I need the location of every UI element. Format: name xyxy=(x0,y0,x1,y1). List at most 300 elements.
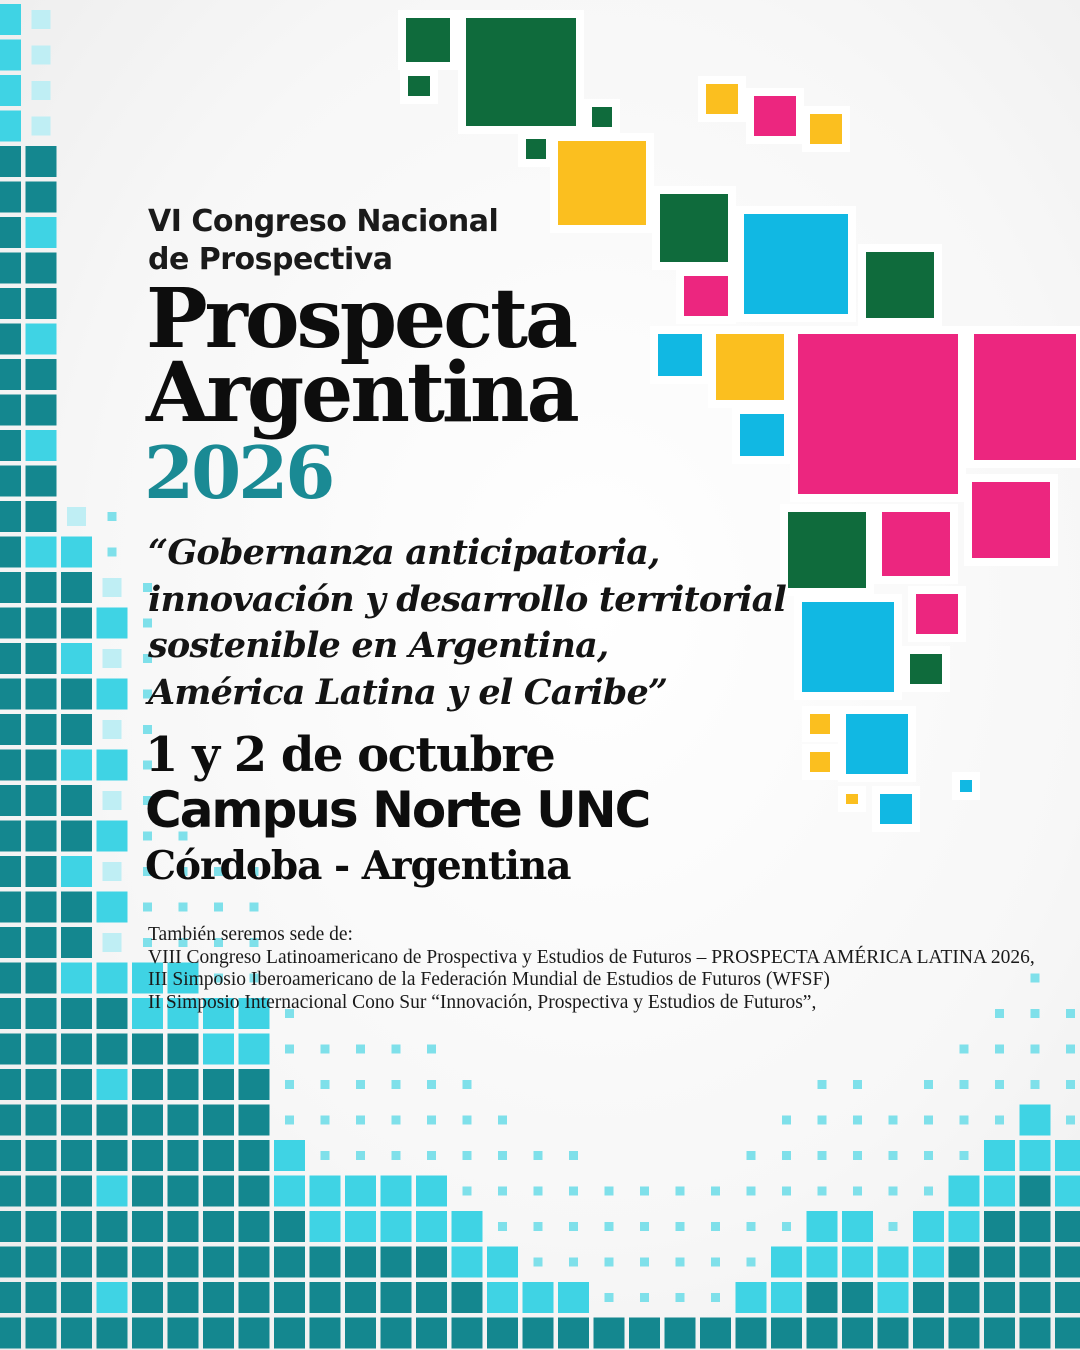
mosaic-tile xyxy=(1020,1211,1051,1242)
mosaic-dot xyxy=(889,1151,898,1160)
map-block xyxy=(404,72,434,100)
mosaic-tile xyxy=(0,217,21,248)
mosaic-dot xyxy=(392,1116,401,1125)
mosaic-tile xyxy=(984,1247,1015,1278)
mosaic-tile xyxy=(274,1282,305,1313)
mosaic-tile xyxy=(132,1318,163,1349)
mosaic-tile xyxy=(842,1282,873,1313)
mosaic-tile xyxy=(700,1318,731,1349)
mosaic-tile xyxy=(61,643,92,674)
mosaic-tile xyxy=(0,537,21,568)
mosaic-tile xyxy=(274,1211,305,1242)
mosaic-tile xyxy=(97,750,128,781)
theme-line: América Latina y el Caribe” xyxy=(148,671,668,713)
mosaic-dot xyxy=(782,1151,791,1160)
mosaic-tile xyxy=(26,182,57,213)
event-year: 2026 xyxy=(144,430,333,515)
mosaic-tile xyxy=(26,1069,57,1100)
map-block xyxy=(956,776,976,796)
mosaic-tile xyxy=(26,1034,57,1065)
mosaic-tile xyxy=(239,1176,270,1207)
mosaic-tile xyxy=(61,1176,92,1207)
mosaic-tile xyxy=(984,1176,1015,1207)
mosaic-dot xyxy=(569,1222,578,1231)
mosaic-tile xyxy=(416,1247,447,1278)
mosaic-dot xyxy=(676,1187,685,1196)
mosaic-tile xyxy=(878,1282,909,1313)
also-hosting-item: III Simposio Iberoamericano de la Federación Mundial de Estudios de Futuros (WFSF) xyxy=(148,969,830,990)
mosaic-tile xyxy=(0,466,21,497)
mosaic-tile xyxy=(26,785,57,816)
mosaic-dot xyxy=(1031,1045,1040,1054)
mosaic-dot xyxy=(392,1045,401,1054)
mosaic-tile xyxy=(0,1176,21,1207)
mosaic-tile xyxy=(807,1247,838,1278)
mosaic-dot xyxy=(1031,1080,1040,1089)
mosaic-tile xyxy=(0,288,21,319)
mosaic-dot xyxy=(960,1151,969,1160)
mosaic-dot xyxy=(640,1258,649,1267)
mosaic-dot xyxy=(427,1116,436,1125)
event-date: 1 y 2 de octubre xyxy=(145,727,555,783)
mosaic-tile xyxy=(1020,1140,1051,1171)
mosaic-dot xyxy=(463,1116,472,1125)
mosaic-tile xyxy=(32,117,51,136)
mosaic-dot xyxy=(853,1151,862,1160)
mosaic-tile xyxy=(61,1318,92,1349)
mosaic-tile xyxy=(203,1034,234,1065)
mosaic-dot xyxy=(605,1222,614,1231)
mosaic-tile xyxy=(878,1318,909,1349)
mosaic-dot xyxy=(143,903,152,912)
mosaic-tile xyxy=(0,1140,21,1171)
mosaic-tile xyxy=(26,821,57,852)
mosaic-tile xyxy=(0,608,21,639)
mosaic-tile xyxy=(0,395,21,426)
mosaic-tile xyxy=(26,643,57,674)
mosaic-dot xyxy=(853,1080,862,1089)
theme-line: innovación y desarrollo territorial xyxy=(148,578,786,620)
mosaic-tile xyxy=(0,501,21,532)
mosaic-tile xyxy=(26,998,57,1029)
mosaic-tile xyxy=(168,1282,199,1313)
mosaic-tile xyxy=(0,253,21,284)
also-hosting-item: VIII Congreso Latinoamericano de Prospectiva y Estudios de Futuros – PROSPECTA AMÉRICA LATINA 2026, xyxy=(148,946,1035,968)
mosaic-tile xyxy=(32,81,51,100)
mosaic-tile xyxy=(61,1247,92,1278)
mosaic-tile xyxy=(310,1176,341,1207)
mosaic-tile xyxy=(26,1318,57,1349)
mosaic-dot xyxy=(960,1080,969,1089)
mosaic-tile xyxy=(381,1282,412,1313)
mosaic-tile xyxy=(26,253,57,284)
mosaic-tile xyxy=(203,1247,234,1278)
mosaic-tile xyxy=(558,1282,589,1313)
map-block xyxy=(402,14,454,66)
mosaic-tile xyxy=(26,714,57,745)
mosaic-tile xyxy=(0,821,21,852)
mosaic-tile xyxy=(0,998,21,1029)
mosaic-dot xyxy=(321,1151,330,1160)
mosaic-tile xyxy=(913,1211,944,1242)
mosaic-dot xyxy=(569,1187,578,1196)
mosaic-tile xyxy=(1055,1211,1080,1242)
mosaic-tile xyxy=(0,750,21,781)
mosaic-tile xyxy=(807,1211,838,1242)
mosaic-dot xyxy=(498,1187,507,1196)
mosaic-tile xyxy=(132,1069,163,1100)
mosaic-tile xyxy=(61,537,92,568)
mosaic-tile xyxy=(807,1318,838,1349)
mosaic-tile xyxy=(61,927,92,958)
mosaic-tile xyxy=(913,1247,944,1278)
mosaic-tile xyxy=(239,1069,270,1100)
mosaic-tile xyxy=(26,750,57,781)
event-venue: Campus Norte UNC xyxy=(145,781,650,839)
mosaic-dot xyxy=(285,1045,294,1054)
mosaic-tile xyxy=(345,1176,376,1207)
map-block xyxy=(784,508,870,592)
also-hosting-item: II Simposio Internacional Cono Sur “Innovación, Prospectiva y Estudios de Futuros”, xyxy=(148,991,817,1013)
mosaic-dot xyxy=(356,1151,365,1160)
mosaic-tile xyxy=(203,1069,234,1100)
mosaic-dot xyxy=(392,1080,401,1089)
mosaic-tile xyxy=(32,46,51,65)
mosaic-dot xyxy=(676,1222,685,1231)
mosaic-dot xyxy=(960,1116,969,1125)
also-hosting-heading: También seremos sede de: xyxy=(148,924,353,945)
map-block xyxy=(656,190,732,266)
mosaic-tile xyxy=(0,963,21,994)
mosaic-tile xyxy=(26,856,57,887)
map-block xyxy=(462,14,580,130)
map-block xyxy=(842,710,912,778)
mosaic-tile xyxy=(0,75,21,106)
mosaic-tile xyxy=(771,1247,802,1278)
mosaic-dot xyxy=(285,1080,294,1089)
mosaic-tile xyxy=(381,1318,412,1349)
mosaic-tile xyxy=(61,892,92,923)
mosaic-dot xyxy=(924,1187,933,1196)
mosaic-tile xyxy=(132,1247,163,1278)
mosaic-tile xyxy=(0,572,21,603)
mosaic-tile xyxy=(1055,1318,1080,1349)
mosaic-tile xyxy=(310,1282,341,1313)
mosaic-tile xyxy=(949,1211,980,1242)
mosaic-dot xyxy=(782,1222,791,1231)
mosaic-dot xyxy=(960,1045,969,1054)
mosaic-tile xyxy=(487,1282,518,1313)
mosaic-tile xyxy=(61,608,92,639)
mosaic-tile xyxy=(239,1247,270,1278)
mosaic-tile xyxy=(345,1318,376,1349)
mosaic-dot xyxy=(747,1258,756,1267)
mosaic-dot xyxy=(995,1045,1004,1054)
mosaic-tile xyxy=(61,785,92,816)
mosaic-tile xyxy=(132,1105,163,1136)
mosaic-tile xyxy=(132,1034,163,1065)
mosaic-tile xyxy=(594,1318,625,1349)
mosaic-dot xyxy=(321,1080,330,1089)
mosaic-dot xyxy=(569,1258,578,1267)
mosaic-tile xyxy=(97,1140,128,1171)
mosaic-tile xyxy=(523,1318,554,1349)
mosaic-tile xyxy=(949,1282,980,1313)
mosaic-dot xyxy=(995,1080,1004,1089)
mosaic-tile xyxy=(97,998,128,1029)
mosaic-tile xyxy=(949,1247,980,1278)
mosaic-tile xyxy=(0,892,21,923)
title-line: Prospecta xyxy=(146,271,576,367)
theme-line: sostenible en Argentina, xyxy=(148,625,609,666)
mosaic-tile xyxy=(26,1211,57,1242)
map-block xyxy=(806,748,834,776)
mosaic-tile xyxy=(97,1318,128,1349)
mosaic-dot xyxy=(605,1293,614,1302)
map-block xyxy=(712,330,788,404)
mosaic-tile xyxy=(984,1318,1015,1349)
mosaic-tile xyxy=(1020,1105,1051,1136)
mosaic-tile xyxy=(274,1318,305,1349)
mosaic-tile xyxy=(842,1247,873,1278)
mosaic-tile xyxy=(61,998,92,1029)
mosaic-tile xyxy=(949,1176,980,1207)
mosaic-tile xyxy=(0,40,21,71)
mosaic-dot xyxy=(640,1293,649,1302)
mosaic-tile xyxy=(203,1176,234,1207)
mosaic-dot xyxy=(356,1116,365,1125)
mosaic-tile xyxy=(416,1211,447,1242)
mosaic-tile xyxy=(26,963,57,994)
mosaic-dot xyxy=(782,1187,791,1196)
mosaic-tile xyxy=(26,324,57,355)
map-block xyxy=(906,650,946,688)
mosaic-tile xyxy=(274,1176,305,1207)
mosaic-dot xyxy=(924,1116,933,1125)
mosaic-tile xyxy=(203,1318,234,1349)
mosaic-tile xyxy=(26,217,57,248)
event-city: Córdoba - Argentina xyxy=(145,843,571,889)
mosaic-tile xyxy=(665,1318,696,1349)
mosaic-tile xyxy=(913,1282,944,1313)
mosaic-dot xyxy=(534,1258,543,1267)
mosaic-dot xyxy=(1066,1009,1075,1018)
mosaic-tile xyxy=(97,821,128,852)
mosaic-tile xyxy=(310,1211,341,1242)
title-line: Argentina xyxy=(146,345,577,441)
mosaic-tile xyxy=(345,1282,376,1313)
mosaic-tile xyxy=(61,714,92,745)
map-block xyxy=(794,330,962,498)
mosaic-tile xyxy=(103,578,122,597)
mosaic-tile xyxy=(452,1247,483,1278)
mosaic-tile xyxy=(103,720,122,739)
mosaic-tile xyxy=(168,1034,199,1065)
map-block xyxy=(654,330,706,380)
mosaic-tile xyxy=(61,750,92,781)
mosaic-tile xyxy=(61,1105,92,1136)
mosaic-tile xyxy=(97,1282,128,1313)
mosaic-tile xyxy=(26,892,57,923)
mosaic-tile xyxy=(345,1247,376,1278)
mosaic-tile xyxy=(132,1211,163,1242)
mosaic-tile xyxy=(97,1247,128,1278)
mosaic-tile xyxy=(274,1247,305,1278)
map-block xyxy=(702,80,742,118)
mosaic-dot xyxy=(782,1116,791,1125)
mosaic-tile xyxy=(0,4,21,35)
mosaic-tile xyxy=(168,1069,199,1100)
mosaic-tile xyxy=(97,1105,128,1136)
mosaic-dot xyxy=(676,1258,685,1267)
mosaic-tile xyxy=(1055,1247,1080,1278)
mosaic-tile xyxy=(913,1318,944,1349)
mosaic-tile xyxy=(132,1282,163,1313)
mosaic-tile xyxy=(61,963,92,994)
mosaic-tile xyxy=(239,1105,270,1136)
mosaic-tile xyxy=(239,1034,270,1065)
mosaic-tile xyxy=(0,1247,21,1278)
mosaic-dot xyxy=(463,1080,472,1089)
mosaic-tile xyxy=(239,1318,270,1349)
mosaic-dot xyxy=(747,1222,756,1231)
mosaic-tile xyxy=(168,1105,199,1136)
mosaic-dot xyxy=(853,1187,862,1196)
mosaic-tile xyxy=(103,862,122,881)
subtitle-line: VI Congreso Nacional xyxy=(148,204,499,239)
mosaic-tile xyxy=(1020,1318,1051,1349)
mosaic-tile xyxy=(0,146,21,177)
mosaic-dot xyxy=(498,1222,507,1231)
map-block xyxy=(554,137,650,229)
mosaic-tile xyxy=(103,933,122,952)
mosaic-dot xyxy=(498,1116,507,1125)
mosaic-tile xyxy=(1055,1140,1080,1171)
mosaic-tile xyxy=(26,679,57,710)
mosaic-dot xyxy=(605,1258,614,1267)
mosaic-tile xyxy=(26,359,57,390)
mosaic-tile xyxy=(0,785,21,816)
mosaic-dot xyxy=(498,1151,507,1160)
mosaic-dot xyxy=(569,1151,578,1160)
mosaic-tile xyxy=(203,1211,234,1242)
mosaic-tile xyxy=(949,1318,980,1349)
mosaic-tile xyxy=(132,1140,163,1171)
mosaic-dot xyxy=(1066,1045,1075,1054)
mosaic-tile xyxy=(0,1318,21,1349)
mosaic-tile xyxy=(168,1176,199,1207)
mosaic-tile xyxy=(103,649,122,668)
mosaic-tile xyxy=(0,430,21,461)
map-block xyxy=(878,508,954,580)
map-block xyxy=(806,110,846,148)
mosaic-dot xyxy=(356,1045,365,1054)
mosaic-tile xyxy=(26,1140,57,1171)
mosaic-tile xyxy=(0,714,21,745)
mosaic-tile xyxy=(97,1069,128,1100)
mosaic-tile xyxy=(1055,1176,1080,1207)
mosaic-tile xyxy=(381,1176,412,1207)
mosaic-tile xyxy=(0,1034,21,1065)
mosaic-tile xyxy=(203,1282,234,1313)
mosaic-tile xyxy=(0,182,21,213)
mosaic-tile xyxy=(203,1140,234,1171)
mosaic-tile xyxy=(26,927,57,958)
mosaic-dot xyxy=(676,1293,685,1302)
mosaic-tile xyxy=(97,892,128,923)
mosaic-tile xyxy=(0,111,21,142)
mosaic-tile xyxy=(416,1318,447,1349)
mosaic-tile xyxy=(61,856,92,887)
mosaic-tile xyxy=(345,1211,376,1242)
mosaic-tile xyxy=(26,430,57,461)
mosaic-dot xyxy=(711,1258,720,1267)
mosaic-dot xyxy=(640,1187,649,1196)
mosaic-tile xyxy=(487,1318,518,1349)
mosaic-tile xyxy=(452,1211,483,1242)
map-block xyxy=(876,790,916,828)
mosaic-tile xyxy=(771,1282,802,1313)
mosaic-tile xyxy=(239,1282,270,1313)
map-block xyxy=(862,248,938,322)
mosaic-dot xyxy=(463,1187,472,1196)
mosaic-dot xyxy=(889,1222,898,1231)
mosaic-dot xyxy=(995,1116,1004,1125)
mosaic-tile xyxy=(132,1176,163,1207)
mosaic-tile xyxy=(61,679,92,710)
mosaic-tile xyxy=(239,1140,270,1171)
mosaic-tile xyxy=(0,679,21,710)
mosaic-dot xyxy=(818,1116,827,1125)
mosaic-tile xyxy=(103,791,122,810)
mosaic-tile xyxy=(0,927,21,958)
mosaic-tile xyxy=(736,1282,767,1313)
mosaic-tile xyxy=(26,288,57,319)
map-block xyxy=(842,790,862,808)
mosaic-tile xyxy=(168,1140,199,1171)
mosaic-tile xyxy=(168,1211,199,1242)
mosaic-tile xyxy=(381,1247,412,1278)
mosaic-dot xyxy=(711,1293,720,1302)
mosaic-tile xyxy=(26,537,57,568)
mosaic-tile xyxy=(1020,1247,1051,1278)
mosaic-tile xyxy=(26,395,57,426)
mosaic-tile xyxy=(61,572,92,603)
mosaic-tile xyxy=(97,1211,128,1242)
mosaic-tile xyxy=(168,1318,199,1349)
mosaic-tile xyxy=(807,1282,838,1313)
mosaic-tile xyxy=(97,1034,128,1065)
mosaic-dot xyxy=(534,1222,543,1231)
mosaic-dot xyxy=(108,548,117,557)
mosaic-tile xyxy=(842,1318,873,1349)
mosaic-dot xyxy=(427,1151,436,1160)
mosaic-tile xyxy=(0,856,21,887)
mosaic-dot xyxy=(108,512,117,521)
mosaic-dot xyxy=(1066,1080,1075,1089)
mosaic-dot xyxy=(427,1080,436,1089)
map-block xyxy=(806,710,834,738)
mosaic-tile xyxy=(310,1247,341,1278)
mosaic-tile xyxy=(523,1282,554,1313)
mosaic-dot xyxy=(285,1116,294,1125)
mosaic-tile xyxy=(97,1176,128,1207)
mosaic-dot xyxy=(392,1151,401,1160)
mosaic-tile xyxy=(274,1140,305,1171)
mosaic-tile xyxy=(1020,1282,1051,1313)
mosaic-tile xyxy=(771,1318,802,1349)
mosaic-tile xyxy=(61,1211,92,1242)
